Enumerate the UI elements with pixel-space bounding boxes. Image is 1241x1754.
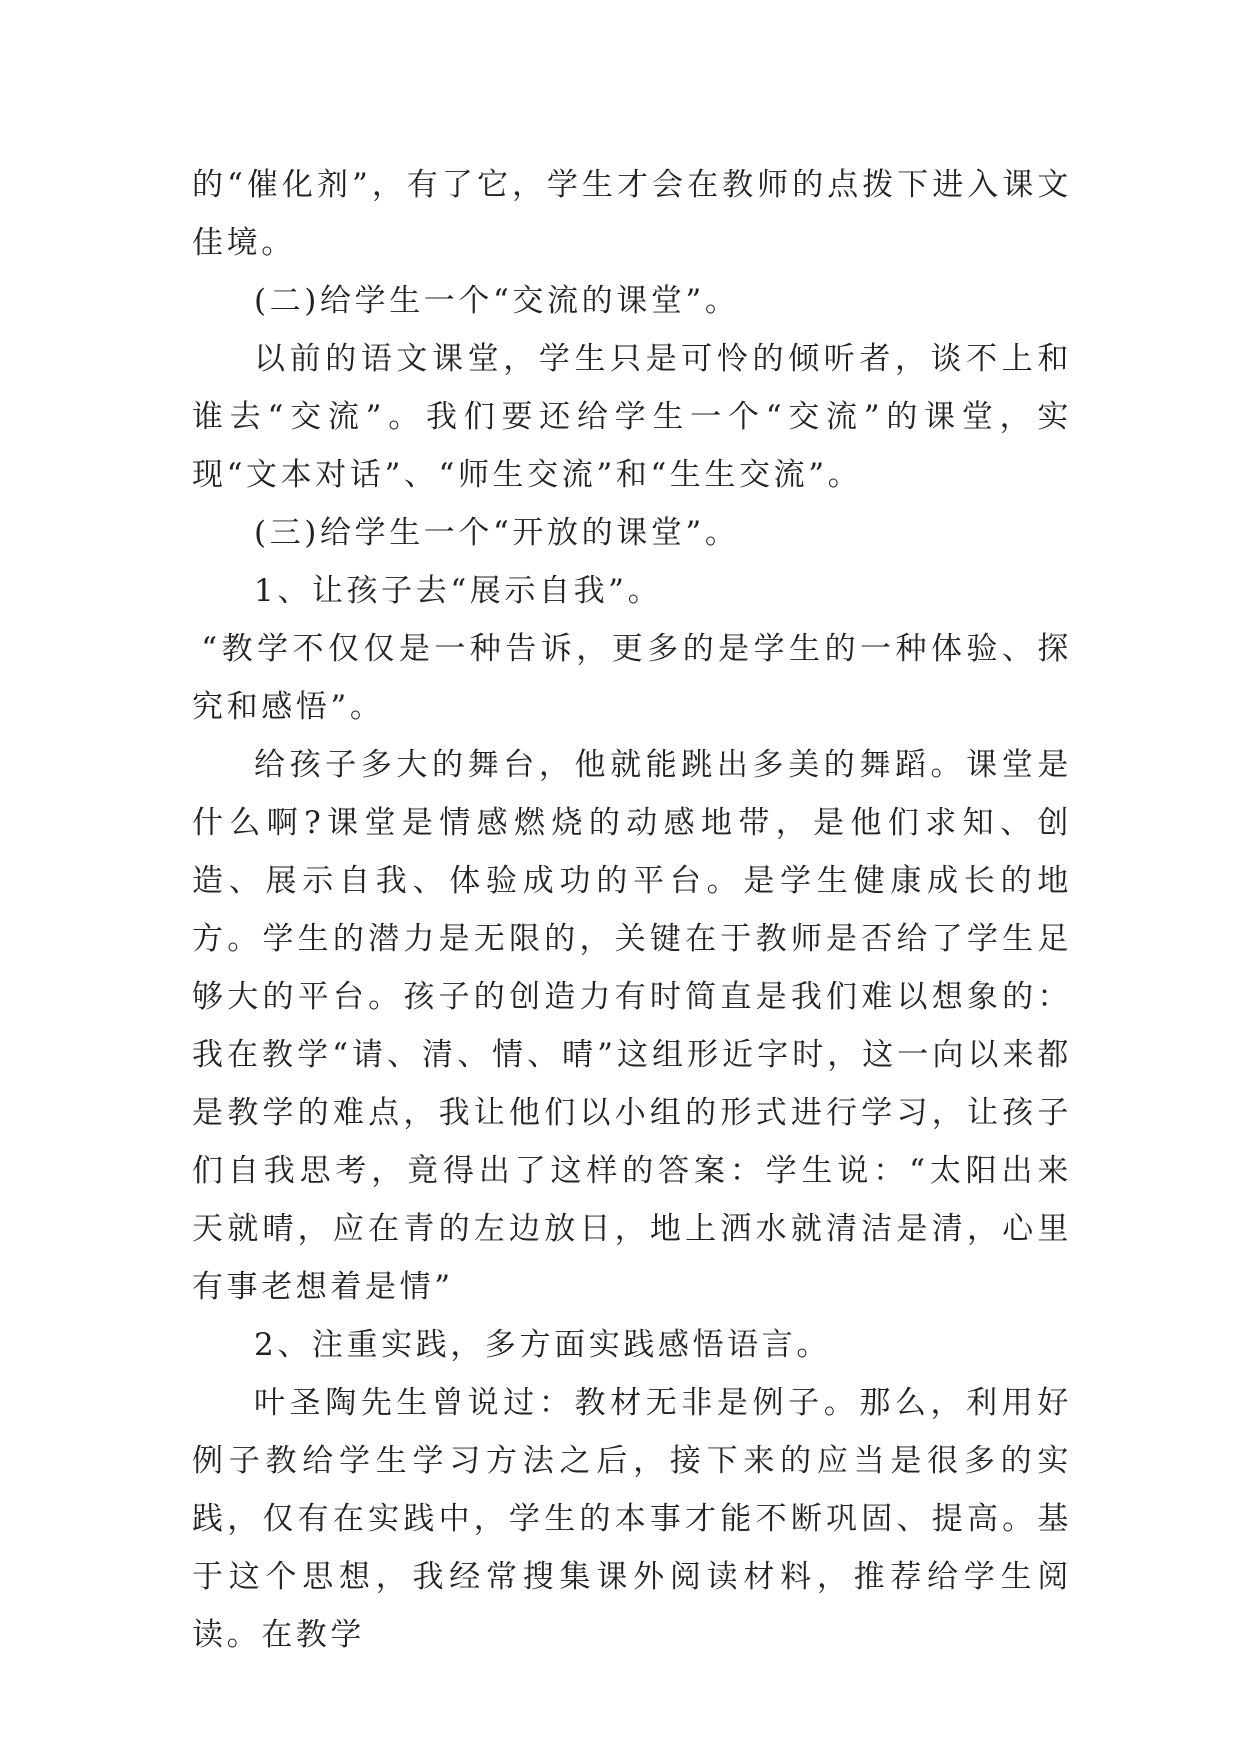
paragraph-exchange: 以前的语文课堂，学生只是可怜的倾听者，谈不上和谁去“交流”。我们要还给学生一个“交流”的课堂，实现“文本对话”、“师生交流”和“生生交流”。: [192, 341, 1072, 493]
paragraph-stage: 给孩子多大的舞台，他就能跳出多美的舞蹈。课堂是什么啊?课堂是情感燃烧的动感地带，是他们求知、创造、展示自我、体验成功的平台。是学生健康成长的地方。学生的潜力是无限的，关键在于教师是否给了学生足够大的平台。孩子的创造力有时简直是我们难以想象的：我在教学“请、清、情、晴”这组形近字时，这一向以来都是教学的难点，我让他们以小组的形式进行学习，让孩子们自我思考，竟得出了这样的答案：学生说：“太阳出来天就晴，应在青的左边放日，地上洒水就清洁是清，心里有事老想着是情”: [192, 747, 1072, 1305]
subheading-show-self: 1、让孩子去“展示自我”。: [254, 573, 663, 609]
paragraph-continuation: 的“催化剂”，有了它，学生才会在教师的点拨下进入课文佳境。: [192, 167, 1072, 261]
document-body: [192, 156, 1072, 1664]
section-heading-exchange-classroom: (二)给学生一个“交流的课堂”。: [254, 283, 740, 319]
subheading-practice: 2、注重实践，多方面实践感悟语言。: [254, 1327, 831, 1363]
section-heading-open-classroom: (三)给学生一个“开放的课堂”。: [254, 515, 740, 551]
paragraph-ye-shengtao: 叶圣陶先生曾说过：教材无非是例子。那么，利用好例子教给学生学习方法之后，接下来的应当是很多的实践，仅有在实践中，学生的本事才能不断巩固、提高。基于这个思想，我经常搜集课外阅读材料，推荐给学生阅读。在教学: [192, 1385, 1072, 1653]
paragraph-quote: “教学不仅仅是一种告诉，更多的是学生的一种体验、探究和感悟”。: [192, 631, 1072, 725]
